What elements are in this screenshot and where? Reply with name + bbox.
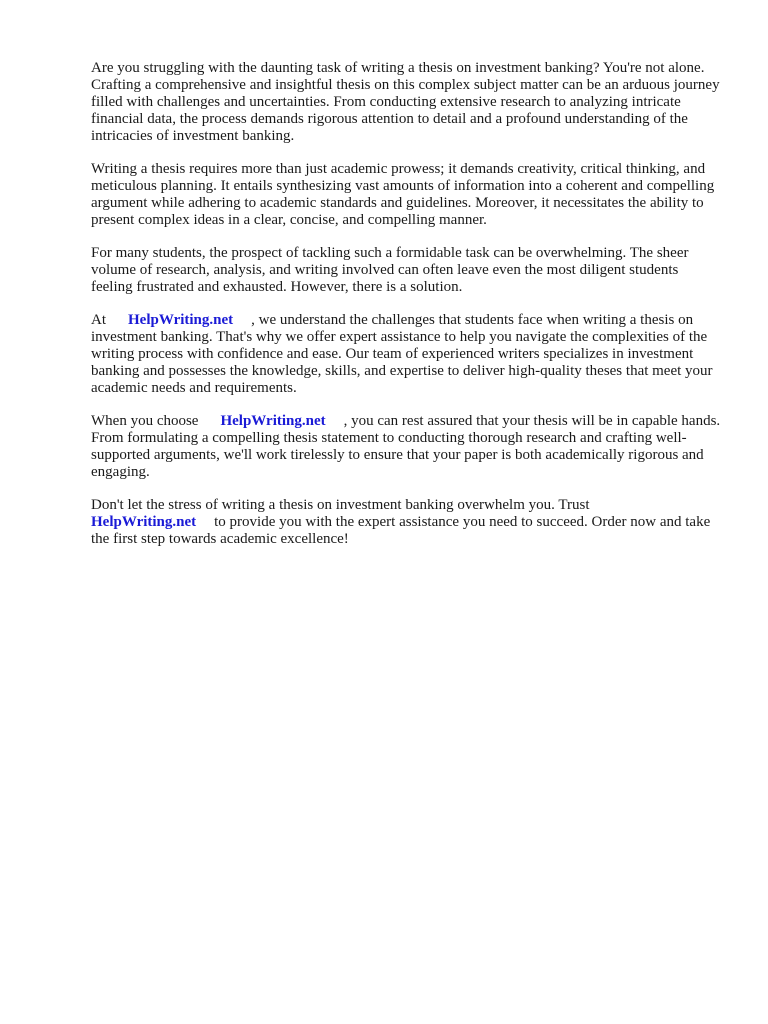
paragraph-intro (91, 60, 721, 145)
helpwriting-link[interactable]: HelpWriting.net (128, 312, 234, 328)
paragraph-text: For many students, the prospect of tackling such a formidable task can be overwhelming. The sheer volume of research, analysis, and writing involved can often leave even the most diligent students feeling frustrated and exhausted. However, there is a solution. (91, 245, 689, 295)
paragraph-text-before: At (91, 312, 106, 328)
paragraph-service (91, 312, 721, 397)
paragraph-text-before: When you choose (91, 413, 199, 429)
paragraph-challenge (91, 245, 721, 296)
helpwriting-link[interactable]: HelpWriting.net (91, 514, 197, 530)
document-body (91, 60, 721, 564)
paragraph-closing (91, 497, 721, 548)
paragraph-text-after: , you can rest assured that your thesis will be in capable hands. From formulating a compelling thesis statement to conducting thorough research and crafting well-supported arguments, we'll work tirelessly to ensure that your paper is both academically rigorous and engaging. (91, 413, 721, 480)
paragraph-choose (91, 413, 721, 481)
paragraph-text-before: Don't let the stress of writing a thesis on investment banking overwhelm you. Trust (91, 497, 590, 513)
helpwriting-link[interactable]: HelpWriting.net (220, 413, 326, 429)
paragraph-text-after: to provide you with the expert assistance you need to succeed. Order now and take the first step towards academic excellence! (91, 514, 711, 547)
paragraph-text: Are you struggling with the daunting task of writing a thesis on investment banking? You're not alone. Crafting a comprehensive and insightful thesis on this complex subject matter can be an arduous journey filled with challenges and uncertainties. From conducting extensive research to analyzing intricate financial data, the process demands rigorous attention to detail and a profound understanding of the intricacies of investment banking. (91, 60, 720, 144)
paragraph-text: Writing a thesis requires more than just academic prowess; it demands creativity, critical thinking, and meticulous planning. It entails synthesizing vast amounts of information into a coherent and compelling argument while adhering to academic standards and guidelines. Moreover, it necessitates the ability to present complex ideas in a clear, concise, and compelling manner. (91, 161, 715, 228)
paragraph-text-after: , we understand the challenges that students face when writing a thesis on investment banking. That's why we offer expert assistance to help you navigate the complexities of the writing process with confidence and ease. Our team of experienced writers specializes in investment banking and possesses the knowledge, skills, and expertise to deliver high-quality theses that meet your academic needs and requirements. (91, 312, 713, 396)
paragraph-requirements (91, 161, 721, 229)
